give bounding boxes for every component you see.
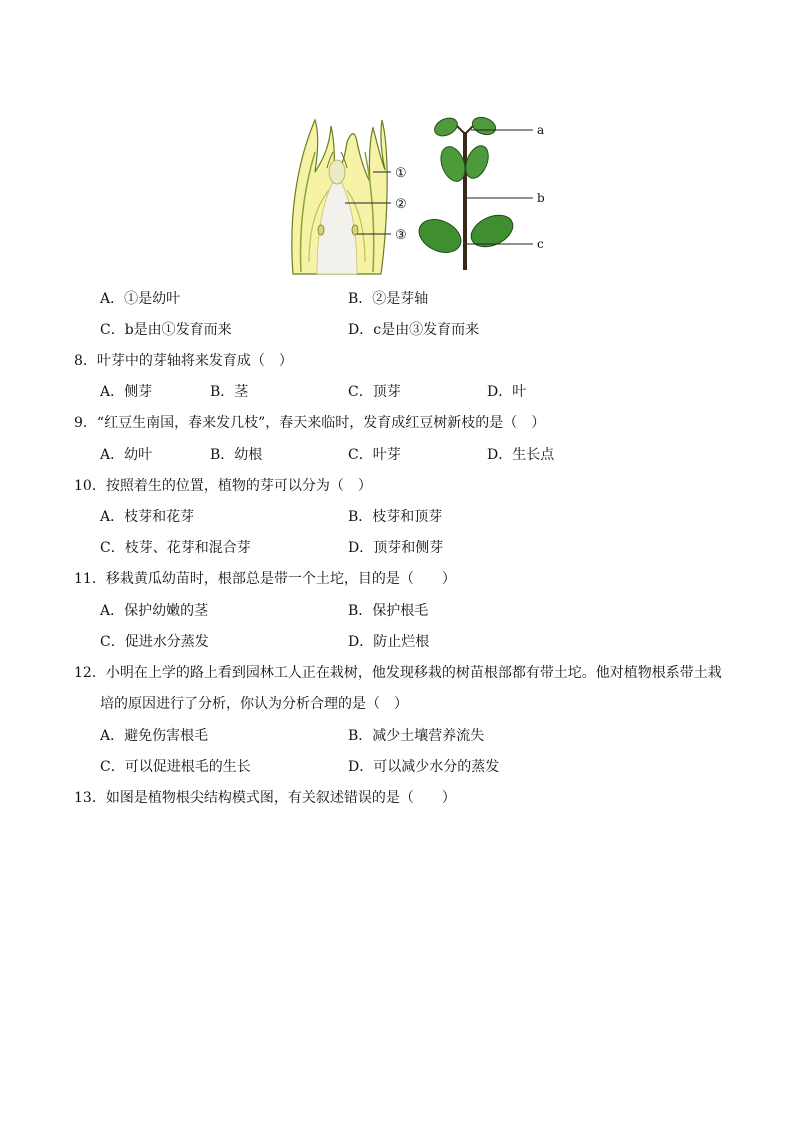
q9-stem: 9．“红豆生南国，春来发几枝”，春天来临时，发育成红豆树新枝的是（ ） xyxy=(74,415,546,431)
q12-option-a: A．避免伤害根毛 xyxy=(100,728,209,744)
q11-stem: 11．移栽黄瓜幼苗时，根部总是带一个土坨，目的是（ ） xyxy=(74,571,456,587)
bud-label-2: ② xyxy=(395,197,407,212)
shoot-drawing xyxy=(414,114,533,270)
q7-option-a: A．①是幼叶 xyxy=(100,291,181,307)
q11-option-d: D．防止烂根 xyxy=(348,634,430,650)
bud-and-shoot-figure xyxy=(285,112,555,278)
q11-option-b: B．保护根毛 xyxy=(348,603,429,619)
q12-option-b: B．减少土壤营养流失 xyxy=(348,728,485,744)
q8-stem: 8．叶芽中的芽轴将来发育成（ ） xyxy=(74,353,293,369)
q8-option-b: B．茎 xyxy=(210,384,249,400)
bud-label-1: ① xyxy=(395,166,407,181)
bud-label-3: ③ xyxy=(395,228,407,243)
q7-option-d: D．c是由③发育而来 xyxy=(348,322,480,338)
q10-stem: 10．按照着生的位置，植物的芽可以分为（ ） xyxy=(74,478,372,494)
q8-option-a: A．侧芽 xyxy=(100,384,153,400)
q8-option-c: C．顶芽 xyxy=(348,384,401,400)
q10-option-d: D．顶芽和侧芽 xyxy=(348,540,444,556)
q9-option-d: D．生长点 xyxy=(487,447,555,463)
q12-option-d: D．可以减少水分的蒸发 xyxy=(348,759,500,775)
q11-option-c: C．促进水分蒸发 xyxy=(100,634,209,650)
q7-option-b: B．②是芽轴 xyxy=(348,291,429,307)
q12-stem-continued: 培的原因进行了分析，你认为分析合理的是（ ） xyxy=(100,696,408,712)
q12-stem: 12．小明在上学的路上看到园林工人正在栽树，他发现移栽的树苗根部都有带土坨。他对植物根系带土栽 xyxy=(74,665,722,681)
shoot-label-b: b xyxy=(537,191,545,205)
bud-section-drawing xyxy=(292,120,391,274)
q13-stem: 13．如图是植物根尖结构模式图，有关叙述错误的是（ ） xyxy=(74,790,456,806)
shoot-label-a: a xyxy=(537,123,545,137)
shoot-label-c: c xyxy=(537,237,544,251)
q11-option-a: A．保护幼嫩的茎 xyxy=(100,603,209,619)
q10-option-c: C．枝芽、花芽和混合芽 xyxy=(100,540,251,556)
q9-option-b: B．幼根 xyxy=(210,447,263,463)
q10-option-b: B．枝芽和顶芽 xyxy=(348,509,443,525)
q8-option-d: D．叶 xyxy=(487,384,527,400)
q9-option-a: A．幼叶 xyxy=(100,447,153,463)
q7-option-c: C．b是由①发育而来 xyxy=(100,322,232,338)
q9-option-c: C．叶芽 xyxy=(348,447,401,463)
q12-option-c: C．可以促进根毛的生长 xyxy=(100,759,251,775)
figure-svg xyxy=(285,112,555,278)
q10-option-a: A．枝芽和花芽 xyxy=(100,509,195,525)
